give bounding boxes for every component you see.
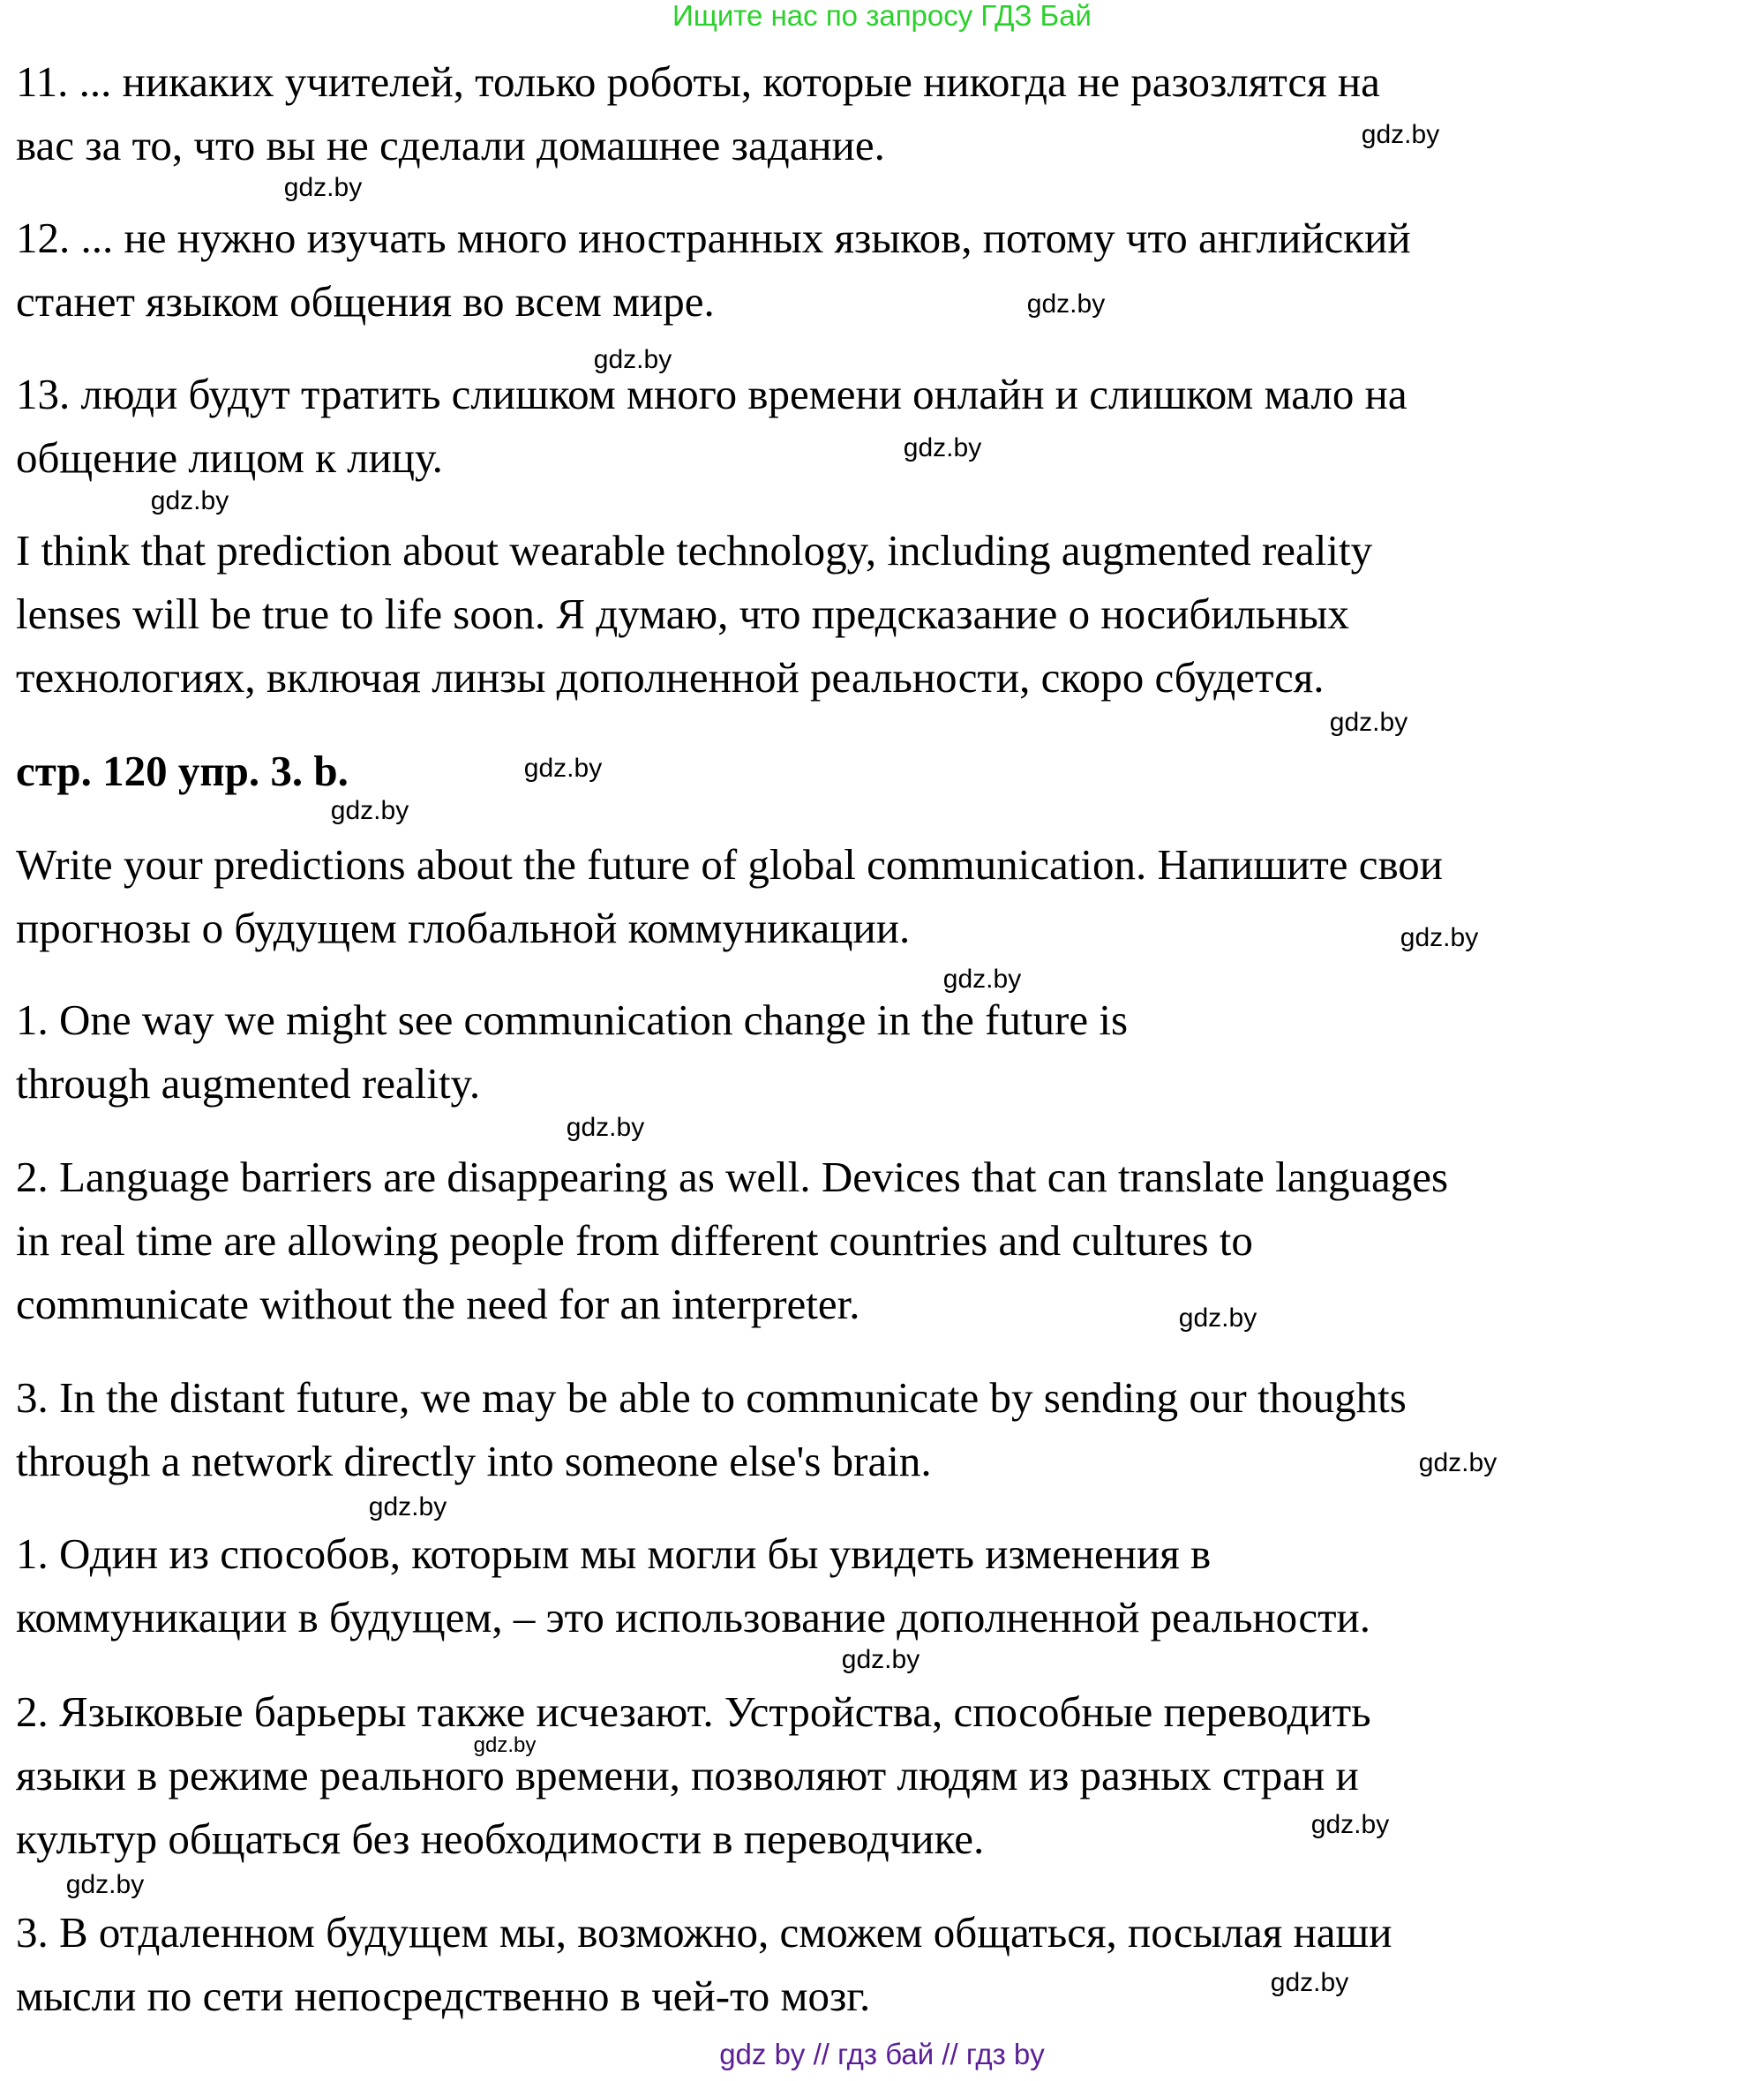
watermark: gdz.by	[903, 433, 982, 462]
en-answer-3: 3. In the distant future, we may be able to communicate by sending our thoughts	[16, 1373, 1407, 1422]
watermark: gdz.by	[473, 1733, 537, 1757]
item-13-line: общение лицом к лицу.	[16, 433, 443, 482]
item-11-line: 11. ... никаких учителей, только роботы, которые никогда не разозлятся на	[16, 57, 1380, 106]
watermark: gdz.by	[523, 754, 603, 783]
watermark: gdz.by	[1361, 120, 1440, 149]
item-12-line: станет языком общения во всем мире.	[16, 277, 715, 326]
task-line: Write your predictions about the future of global communication. Напишите свои	[16, 840, 1444, 889]
en-answer-1: 1. One way we might see communication change in the future is	[16, 995, 1129, 1044]
en-answer-3: through a network directly into someone else's brain.	[16, 1437, 932, 1485]
watermark: gdz.by	[566, 1113, 645, 1142]
watermark: gdz.by	[330, 796, 409, 825]
watermark: gdz.by	[150, 486, 229, 515]
en-answer-2: in real time are allowing people from different countries and cultures to	[16, 1216, 1253, 1265]
ru-answer-1: 1. Один из способов, которым мы могли бы увидеть изменения в	[16, 1529, 1212, 1578]
watermark: gdz.by	[1270, 1968, 1349, 1997]
en-answer-1: through augmented reality.	[16, 1059, 481, 1108]
watermark: gdz.by	[368, 1492, 447, 1521]
watermark: gdz.by	[1329, 708, 1408, 737]
opinion-line: lenses will be true to life soon. Я думаю, что предсказание о носибильных	[16, 590, 1349, 638]
ru-answer-1: коммуникации в будущем, – это использование дополненной реальности.	[16, 1593, 1371, 1642]
watermark: gdz.by	[841, 1645, 920, 1674]
watermark: gdz.by	[1400, 923, 1479, 952]
ru-answer-2: 2. Языковые барьеры также исчезают. Устройства, способные переводить	[16, 1687, 1371, 1736]
ru-answer-2: языки в режиме реального времени, позволяют людям из разных стран и	[16, 1751, 1359, 1799]
item-12-line: 12. ... не нужно изучать много иностранных языков, потому что английский	[16, 214, 1411, 262]
item-11-line: вас за то, что вы не сделали домашнее задание.	[16, 121, 885, 169]
task-line: прогнозы о будущем глобальной коммуникации.	[16, 904, 911, 952]
section-heading: стр. 120 упр. 3. b.	[16, 747, 349, 795]
en-answer-2: 2. Language barriers are disappearing as well. Devices that can translate languages	[16, 1153, 1449, 1201]
item-13-line: 13. люди будут тратить слишком много времени онлайн и слишком мало на	[16, 370, 1407, 418]
opinion-line: I think that prediction about wearable technology, including augmented reality	[16, 526, 1373, 575]
watermark: gdz.by	[593, 345, 672, 374]
opinion-line: технологиях, включая линзы дополненной реальности, скоро сбудется.	[16, 653, 1325, 702]
ru-answer-3: мысли по сети непосредственно в чей-то мозг.	[16, 1972, 871, 2020]
watermark: gdz.by	[283, 173, 363, 202]
watermark: gdz.by	[1418, 1448, 1498, 1477]
watermark: gdz.by	[1310, 1810, 1390, 1839]
watermark: gdz.by	[942, 965, 1022, 994]
ru-answer-3: 3. В отдаленном будущем мы, возможно, сможем общаться, посылая наши	[16, 1908, 1392, 1957]
search-hint-banner[interactable]: Ищите нас по запросу ГДЗ Бай	[672, 0, 1092, 32]
ru-answer-2: культур общаться без необходимости в переводчике.	[16, 1814, 985, 1863]
watermark: gdz.by	[1026, 289, 1106, 319]
watermark: gdz.by	[1178, 1303, 1257, 1333]
footer-links[interactable]: gdz by // гдз бай // гдз by	[719, 2038, 1045, 2070]
en-answer-2: communicate without the need for an interpreter.	[16, 1280, 860, 1328]
watermark: gdz.by	[65, 1870, 145, 1899]
